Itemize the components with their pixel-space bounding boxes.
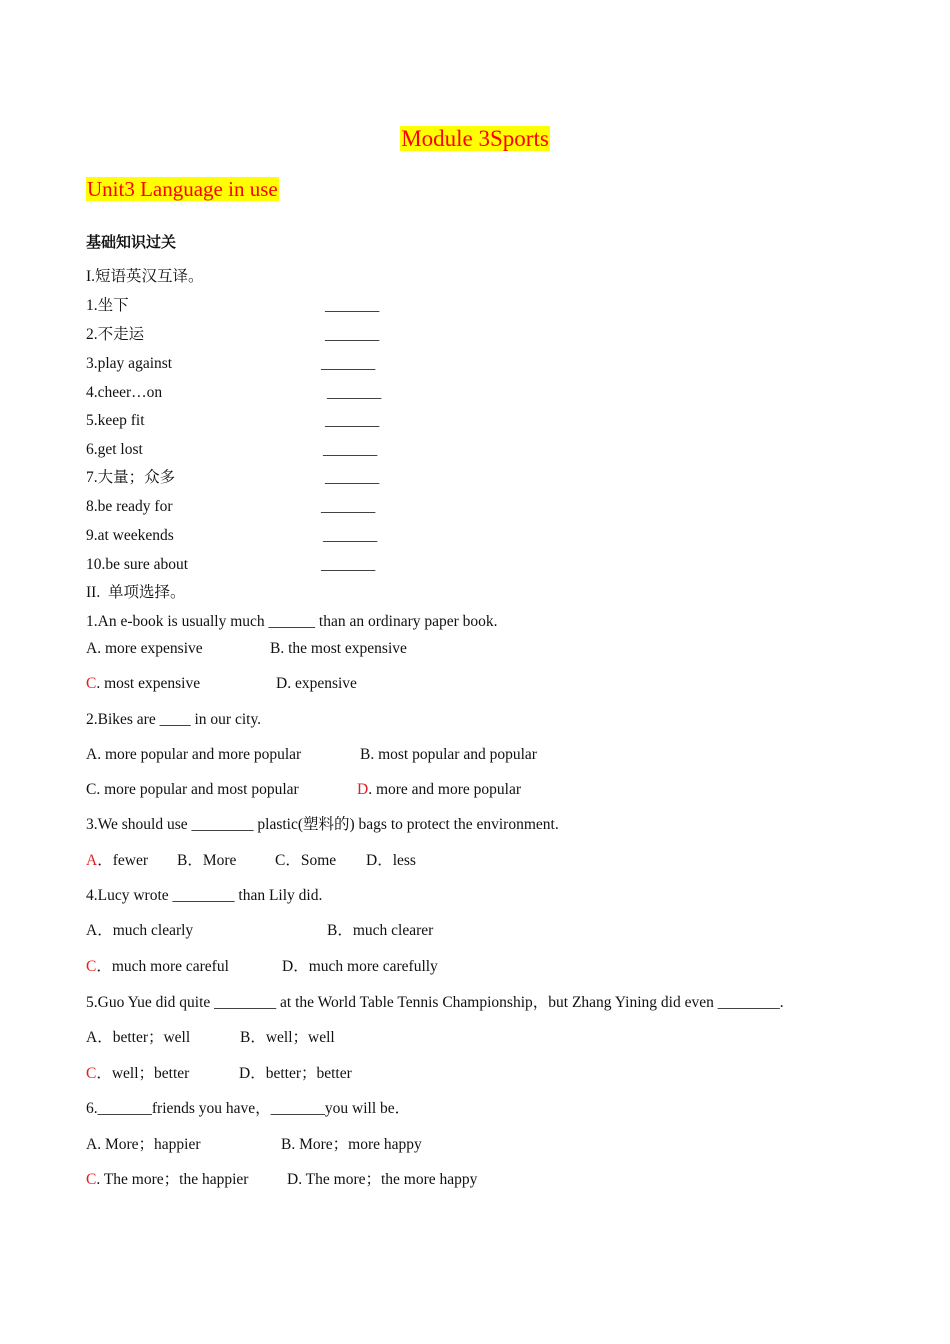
answer-blank: _______	[321, 556, 376, 573]
option-letter: C	[275, 852, 286, 869]
option-letter: B	[240, 1029, 251, 1046]
option-d	[276, 674, 357, 694]
option-text: . most popular and popular	[370, 746, 537, 763]
option-letter: B	[270, 640, 281, 657]
question-stem: 5.Guo Yue did quite ________ at the World Table Tennis Championship，but Zhang Yining did even ________.	[86, 994, 784, 1011]
option-letter: B	[177, 852, 188, 869]
option-letter: A	[86, 1029, 98, 1046]
phrase-item: 6.get lost	[86, 441, 143, 458]
option-text: ．much clearer	[337, 922, 434, 939]
option-b	[270, 639, 407, 659]
section-heading: 基础知识过关	[86, 233, 177, 251]
option-a	[86, 639, 203, 659]
question-stem: 4.Lucy wrote ________ than Lily did.	[86, 887, 323, 904]
option-d	[287, 1170, 477, 1190]
option-letter: A	[86, 640, 98, 657]
option-b	[177, 851, 236, 871]
option-b	[240, 1028, 335, 1048]
question-stem: 1.An e-book is usually much ______ than an ordinary paper book.	[86, 613, 498, 630]
option-letter: C	[86, 781, 97, 798]
option-text: . more and more popular	[368, 781, 522, 798]
answer-blank: _______	[325, 412, 380, 429]
unit-text: Unit3 Language in use	[87, 177, 278, 201]
option-letter: D	[276, 675, 288, 692]
option-c	[86, 780, 299, 800]
option-c	[275, 851, 336, 871]
option-letter: C	[86, 1171, 97, 1188]
phrase-item: 7.大量；众多	[86, 469, 176, 486]
option-text: ．well；well	[250, 1029, 335, 1046]
answer-blank: _______	[325, 297, 380, 314]
option-letter: C	[86, 1065, 97, 1082]
phrase-item: 8.be ready for	[86, 498, 173, 515]
phrase-item: 10.be sure about	[86, 556, 189, 573]
option-b	[360, 745, 537, 765]
question-stem: 3.We should use ________ plastic(塑料的) bags to protect the environment.	[86, 816, 559, 833]
option-a	[86, 1135, 201, 1155]
part1-heading: I.短语英汉互译。	[86, 268, 204, 285]
option-text: . More；happier	[97, 1136, 201, 1153]
answer-blank: _______	[321, 498, 376, 515]
option-c	[86, 1170, 248, 1190]
option-text: . most expensive	[96, 675, 201, 692]
option-c	[86, 1064, 189, 1084]
option-a	[86, 851, 148, 871]
option-letter: C	[86, 675, 97, 692]
phrase-item: 1.坐下	[86, 297, 129, 314]
unit-title	[86, 175, 279, 203]
option-text: ．More	[187, 852, 237, 869]
option-text: ．better；well	[97, 1029, 191, 1046]
option-letter: A	[86, 1136, 98, 1153]
option-text: ．Some	[285, 852, 337, 869]
option-text: . expensive	[287, 675, 357, 692]
question-stem: 2.Bikes are ____ in our city.	[86, 711, 262, 728]
answer-blank: _______	[327, 384, 382, 401]
option-letter: C	[86, 958, 97, 975]
option-text: . The more；the more happy	[298, 1171, 478, 1188]
option-text: ．much more carefully	[293, 958, 438, 975]
option-text: ．less	[377, 852, 416, 869]
answer-blank: _______	[323, 441, 378, 458]
option-text: ．fewer	[97, 852, 148, 869]
option-text: . more popular and more popular	[97, 746, 302, 763]
option-text: . The more；the happier	[96, 1171, 249, 1188]
option-text: ．much clearly	[97, 922, 194, 939]
answer-blank: _______	[323, 527, 378, 544]
title-text: Module 3Sports	[401, 126, 549, 151]
option-letter: A	[86, 922, 98, 939]
option-d	[366, 851, 416, 871]
option-text: ．better；better	[250, 1065, 352, 1082]
answer-blank: _______	[321, 355, 376, 372]
option-a	[86, 1028, 190, 1048]
phrase-item: 4.cheer…on	[86, 384, 163, 401]
option-text: . more popular and most popular	[96, 781, 299, 798]
option-c	[86, 674, 200, 694]
part2-heading: II. 单项选择。	[86, 584, 186, 601]
option-letter: A	[86, 746, 98, 763]
option-text: . the most expensive	[280, 640, 407, 657]
option-text: . More；more happy	[291, 1136, 422, 1153]
option-a	[86, 921, 193, 941]
option-letter: D	[239, 1065, 251, 1082]
option-text: . more expensive	[97, 640, 203, 657]
option-letter: B	[327, 922, 338, 939]
option-letter: D	[357, 781, 369, 798]
phrase-item: 5.keep fit	[86, 412, 145, 429]
option-letter: B	[360, 746, 371, 763]
option-a	[86, 745, 301, 765]
option-b	[327, 921, 433, 941]
option-d	[357, 780, 521, 800]
option-text: ．much more careful	[96, 958, 229, 975]
answer-blank: _______	[325, 326, 380, 343]
option-d	[282, 957, 438, 977]
option-d	[239, 1064, 352, 1084]
option-text: ．well；better	[96, 1065, 190, 1082]
answer-blank: _______	[325, 469, 380, 486]
option-b	[281, 1135, 422, 1155]
phrase-item: 3.play against	[86, 355, 173, 372]
option-letter: B	[281, 1136, 292, 1153]
option-c	[86, 957, 229, 977]
phrase-item: 9.at weekends	[86, 527, 174, 544]
page-title	[0, 124, 950, 154]
option-letter: D	[282, 958, 294, 975]
phrase-item: 2.不走运	[86, 326, 145, 343]
option-letter: A	[86, 852, 98, 869]
question-stem: 6._______friends you have，_______you will be．	[86, 1100, 411, 1117]
option-letter: D	[287, 1171, 299, 1188]
option-letter: D	[366, 852, 378, 869]
